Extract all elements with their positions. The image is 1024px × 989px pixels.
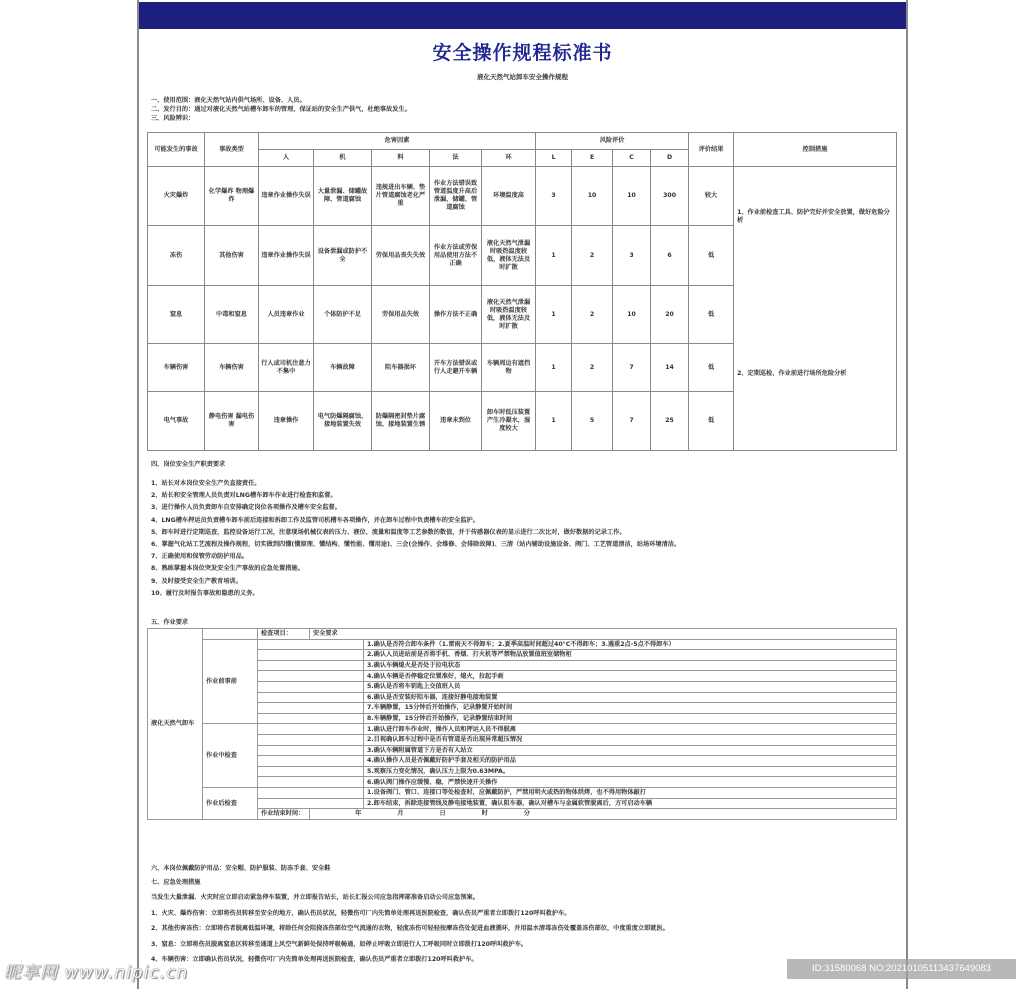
spacer-cell: [258, 681, 364, 692]
cell-machine: 车辆故障: [314, 343, 372, 391]
cell-machine: 设备泄漏或防护不全: [314, 225, 372, 286]
list-item: 4、车辆伤害：立即确认伤员状况，轻微伤可厂内先简单处理再送医院检查，确认伤员严重者立即拨打120呼叫救护车。: [151, 956, 478, 963]
requirement-item: 3.确认车辆熄火是否处于拉电状态: [364, 660, 897, 671]
end-time-day: 日: [439, 810, 446, 818]
cell-method: 操作方法不正确: [430, 286, 482, 344]
spacer-cell: [258, 766, 364, 777]
spacer-cell: [258, 703, 364, 714]
requirement-item: 5.确认是否将车钥匙上交值班人员: [364, 681, 897, 692]
cell-method: 作业方法或劳保用品使用方法不正确: [430, 225, 482, 286]
list-item: 8、熟练掌握本岗位突发安全生产事故的应急处置措施。: [151, 565, 304, 573]
spacer-cell: [258, 745, 364, 756]
cell-result: 低: [689, 286, 734, 344]
cell-C: 7: [613, 392, 651, 451]
requirement-item: 5.观察压力变化情况，确认压力上限为0.63MPA。: [364, 766, 897, 777]
list-item: 4、LNG槽车押运员负责槽车卸车前后连接和拆卸工作及监管司机槽车各项操作，并在卸车过程中负责槽车的安全监护。: [151, 516, 479, 524]
header-result: 评价结果: [689, 133, 734, 167]
list-item: 3、窒息：立即将伤员脱离窒息区转移至通道上风空气新鲜处保持呼吸畅通，如停止呼吸立即进行人工呼吸同时立即拨打120呼叫救护车。: [151, 940, 528, 948]
control-measures: [734, 167, 897, 451]
list-item: 5、卸车时进行定期巡查，监控设备运行工况，注意现场机械仪表的压力、液位、流量和温度等工艺参数的数值，并于传感器仪表的显示进行二次比对，做好数据的记录工作。: [151, 528, 626, 536]
spacer-cell: [258, 756, 364, 767]
cell-D: 14: [651, 343, 689, 391]
header-control: 控制措施: [734, 133, 897, 167]
cell-material: 阻车器损坏: [372, 343, 430, 391]
document-title: 安全操作规程标准书: [432, 42, 613, 64]
header-C: C: [613, 150, 651, 167]
cell-machine: 个体防护不足: [314, 286, 372, 344]
cell-env: 液化天然气泄漏时吸热温度较低，液体无法及时扩散: [482, 286, 536, 344]
requirement-item: 6.确认是否安装好阻车器，连接好静电接地装置: [364, 692, 897, 703]
cell-people: 行人或司机注意力不集中: [259, 343, 314, 391]
cell-E: 10: [572, 167, 613, 226]
cell-type: 静电伤害 漏电伤害: [205, 392, 259, 451]
list-item: 7、正确使用和保管劳动防护用品。: [151, 553, 249, 561]
header-type: 事故类型: [205, 133, 259, 167]
cell-accident: 火灾爆炸: [148, 167, 205, 226]
requirement-item: 8.车辆静置，15分钟后开始操作，记录静置结束时间: [364, 713, 897, 724]
list-item: 3、进行操作人员负责卸车自安排确定岗位各项操作及槽车安全监督。: [151, 504, 341, 512]
cell-machine: 电气防爆隔腐蚀、接地装置失效: [314, 392, 372, 451]
intro-line: 一、使用范围：液化天然气站内供气场所、设备、人员。: [151, 97, 306, 104]
list-item: 2、站长和安全管理人员负责对LNG槽车卸车作业进行检查和监督。: [151, 492, 337, 500]
header-L: L: [536, 150, 572, 167]
cell-L: 1: [536, 286, 572, 344]
cell-type: 其他伤害: [205, 225, 259, 286]
requirement-item: 4.确认操作人员是否佩戴好防护手套及相关的防护用品: [364, 756, 897, 767]
cell-E: 2: [572, 286, 613, 344]
cell-result: 低: [689, 343, 734, 391]
cell-env: 液化天然气泄漏时吸热温度较低，液体无法及时扩散: [482, 225, 536, 286]
spacer-cell: [258, 639, 364, 650]
spacer-cell: [258, 650, 364, 661]
cell-C: 7: [613, 343, 651, 391]
intro-section: [151, 96, 411, 123]
end-time-month: 月: [397, 810, 404, 818]
cell-machine: 大量泄漏、储罐故障、管道腐蚀: [314, 167, 372, 226]
header-material: 料: [372, 150, 430, 167]
requirement-item: 7.车辆静置，15分钟后开始操作，记录静置开始时间: [364, 703, 897, 714]
work-requirements-table: [147, 628, 897, 820]
document-subtitle: 液化天然气站卸车安全操作规程: [477, 73, 568, 81]
tail-sections: [151, 862, 669, 968]
cell-method: 违章未到位: [430, 392, 482, 451]
header-risk-group: 风险评价: [536, 133, 689, 150]
list-item: 10、履行及时报告事故和隐患的义务。: [151, 589, 259, 597]
spacer-cell: [258, 734, 364, 745]
risk-identification-table: [147, 132, 897, 451]
work-requirements-heading: 五、作业要求: [151, 619, 189, 626]
requirement-item: 6.确认阀门操作应缓慢、稳，严禁快速开关操作: [364, 777, 897, 788]
header-method: 法: [430, 150, 482, 167]
cell-C: 10: [613, 167, 651, 226]
header-E: E: [572, 150, 613, 167]
control-item: 2、定期巡检，作业前进行场所危险分析: [737, 370, 847, 378]
cell-people: 违章作业操作失误: [259, 225, 314, 286]
cell-L: 1: [536, 392, 572, 451]
requirement-item: 1.设备阀门、管口、连接口等处检查时，应佩戴防护，严禁用明火或热的物体烘烤，也不得用物体敲打: [364, 787, 897, 798]
cell-env: 卸车时低压装置产生冷凝水，湿度较大: [482, 392, 536, 451]
cell-result: 低: [689, 225, 734, 286]
intro-line: 二、发行目的：通过对液化天然气站槽车卸车的管理，保证站的安全生产供气，杜绝事故发生。: [151, 106, 411, 113]
header-machine: 机: [314, 150, 372, 167]
spacer-cell: [258, 660, 364, 671]
end-time-year: 年: [355, 810, 362, 818]
cell-type: 中毒和窒息: [205, 286, 259, 344]
work-subject: 液化天然气卸车: [148, 629, 203, 820]
empty-cell: [203, 629, 258, 640]
list-item: 1、站长对本岗位安全生产负直接责任。: [151, 480, 261, 487]
cell-L: 1: [536, 225, 572, 286]
header-env: 环: [482, 150, 536, 167]
cell-env: 环境温度高: [482, 167, 536, 226]
header-people: 人: [259, 150, 314, 167]
spacer-cell: [258, 787, 364, 798]
check-item-header: 检查项目：: [258, 629, 310, 640]
cell-C: 10: [613, 286, 651, 344]
spacer-cell: [258, 671, 364, 682]
end-time-minute: 分: [523, 810, 530, 818]
requirement-item: 1.确认进行卸车作业时，操作人员和押运人员不得脱离: [364, 724, 897, 735]
spacer-cell: [258, 798, 364, 809]
cell-accident: 窒息: [148, 286, 205, 344]
control-item: 1、作业前检查工具、防护完好并安全放置，做好危险分析: [737, 209, 890, 225]
cell-L: 3: [536, 167, 572, 226]
cell-people: 违章作业操作失误: [259, 167, 314, 226]
list-item: 1、火灾、爆炸伤害：立即将伤员转移至安全的地方，确认伤员状况，轻微伤可厂内先简单处理再送医院检查，确认伤员严重者立即拨打120呼叫救护车。: [151, 909, 571, 917]
requirement-item: 4.确认车辆是否停稳定位置准好，熄火，拉起手刹: [364, 671, 897, 682]
cell-accident: 电气事故: [148, 392, 205, 451]
spacer-cell: [258, 713, 364, 724]
document-page: [137, 0, 908, 989]
header-bar: [139, 2, 906, 29]
cell-material: 劳保用品失效: [372, 286, 430, 344]
spacer-cell: [258, 724, 364, 735]
cell-D: 6: [651, 225, 689, 286]
cell-L: 1: [536, 343, 572, 391]
group-during: 作业中检查: [203, 724, 258, 788]
cell-accident: 车辆伤害: [148, 343, 205, 391]
table-row: [148, 167, 897, 226]
end-time-label: 作业结束时间：: [258, 809, 310, 820]
cell-people: 人员违章作业: [259, 286, 314, 344]
emergency-intro: 当发生大量泄漏、火灾时应立即启动紧急停车装置，并立即报告站长，站长汇报公司应急指挥部准备启动公司应急预案。: [151, 894, 479, 901]
cell-type: 化学爆炸 物理爆炸: [205, 167, 259, 226]
duties-list: [151, 478, 680, 600]
intro-line: 三、风险辨识：: [151, 115, 195, 122]
cell-E: 5: [572, 392, 613, 451]
requirement-item: 2.卸车结束，拆除连接管线及静电接地装置，确认阻车器，确认对槽车与金属软管脱离后，方可启动车辆: [364, 798, 897, 809]
group-before: 作业前事前: [203, 639, 258, 724]
spacer-cell: [258, 777, 364, 788]
cell-people: 违章操作: [259, 392, 314, 451]
cell-material: 防爆隔密封垫片腐蚀、接地装置生锈: [372, 392, 430, 451]
group-after: 作业后检查: [203, 787, 258, 819]
end-time-hour: 时: [481, 810, 488, 818]
duties-heading: 四、岗位安全生产职责要求: [151, 461, 226, 468]
cell-C: 3: [613, 225, 651, 286]
protective-equipment: 六、本岗位佩戴防护用品：安全帽、防护服装、防冻手套、安全鞋: [151, 865, 331, 872]
list-item: 2、其他伤害冻伤：立即将伤者脱离低温环境，将除任何会阻挠冻伤部位空气流通的衣物，轻度冻伤可轻轻按摩冻伤处促进血液循环，并用温水清毒冻伤处覆盖冻伤部位，中度重度立即就医。: [151, 925, 669, 932]
list-item: 9、及时接受安全生产教育培训。: [151, 577, 242, 585]
cell-D: 300: [651, 167, 689, 226]
cell-env: 车辆周边有遮挡物: [482, 343, 536, 391]
cell-material: 违规进出车辆、垫片管道腐蚀老化严重: [372, 167, 430, 226]
cell-material: 劳保用品丧失失效: [372, 225, 430, 286]
header-D: D: [651, 150, 689, 167]
cell-method: 开车方法错误或行人走避开车辆: [430, 343, 482, 391]
spacer-cell: [258, 692, 364, 703]
requirement-item: 2.目视确认卸车过程中是否有管道是否出现异常超压情况: [364, 734, 897, 745]
list-item: 6、掌握气化站工艺流程及操作规程，切实做到四懂(懂原理、懂结构、懂性能、懂用途)、三会(会操作、会维修、会排除故障)、三清（站内辅助设施设备、阀门、工艺管道清洁，站场环境清洁。: [151, 541, 681, 549]
cell-accident: 冻伤: [148, 225, 205, 286]
cell-E: 2: [572, 343, 613, 391]
header-hazard-group: 危害因素: [259, 133, 536, 150]
cell-type: 车辆伤害: [205, 343, 259, 391]
cell-D: 20: [651, 286, 689, 344]
requirement-item: 1.确认是否符合卸车条件（1.雷雨天不得卸车；2.夏季高温时间超过40°C不得卸车；3.遇重2点-5点不得卸车）: [364, 639, 897, 650]
end-time-fields[interactable]: [310, 809, 897, 820]
requirement-header: 安全要求: [310, 629, 897, 640]
cell-E: 2: [572, 225, 613, 286]
requirement-item: 2.确认人员进站前是否将手机、香烟、打火机等严禁物品放置值班室储物柜: [364, 650, 897, 661]
site-watermark: 昵享网 www.nipic.cn: [4, 963, 189, 983]
cell-result: 低: [689, 392, 734, 451]
emergency-heading: 七、应急处理措施: [151, 879, 201, 886]
requirement-item: 3.确认车辆附属管道下方是否有人站立: [364, 745, 897, 756]
cell-result: 较大: [689, 167, 734, 226]
id-watermark: ID:31580068 NO:20210105113437649083: [787, 959, 1016, 979]
header-accident: 可能发生的事故: [148, 133, 205, 167]
cell-D: 25: [651, 392, 689, 451]
cell-method: 作业方法错误致管道温度升高后泄漏，储罐、管道腐蚀: [430, 167, 482, 226]
